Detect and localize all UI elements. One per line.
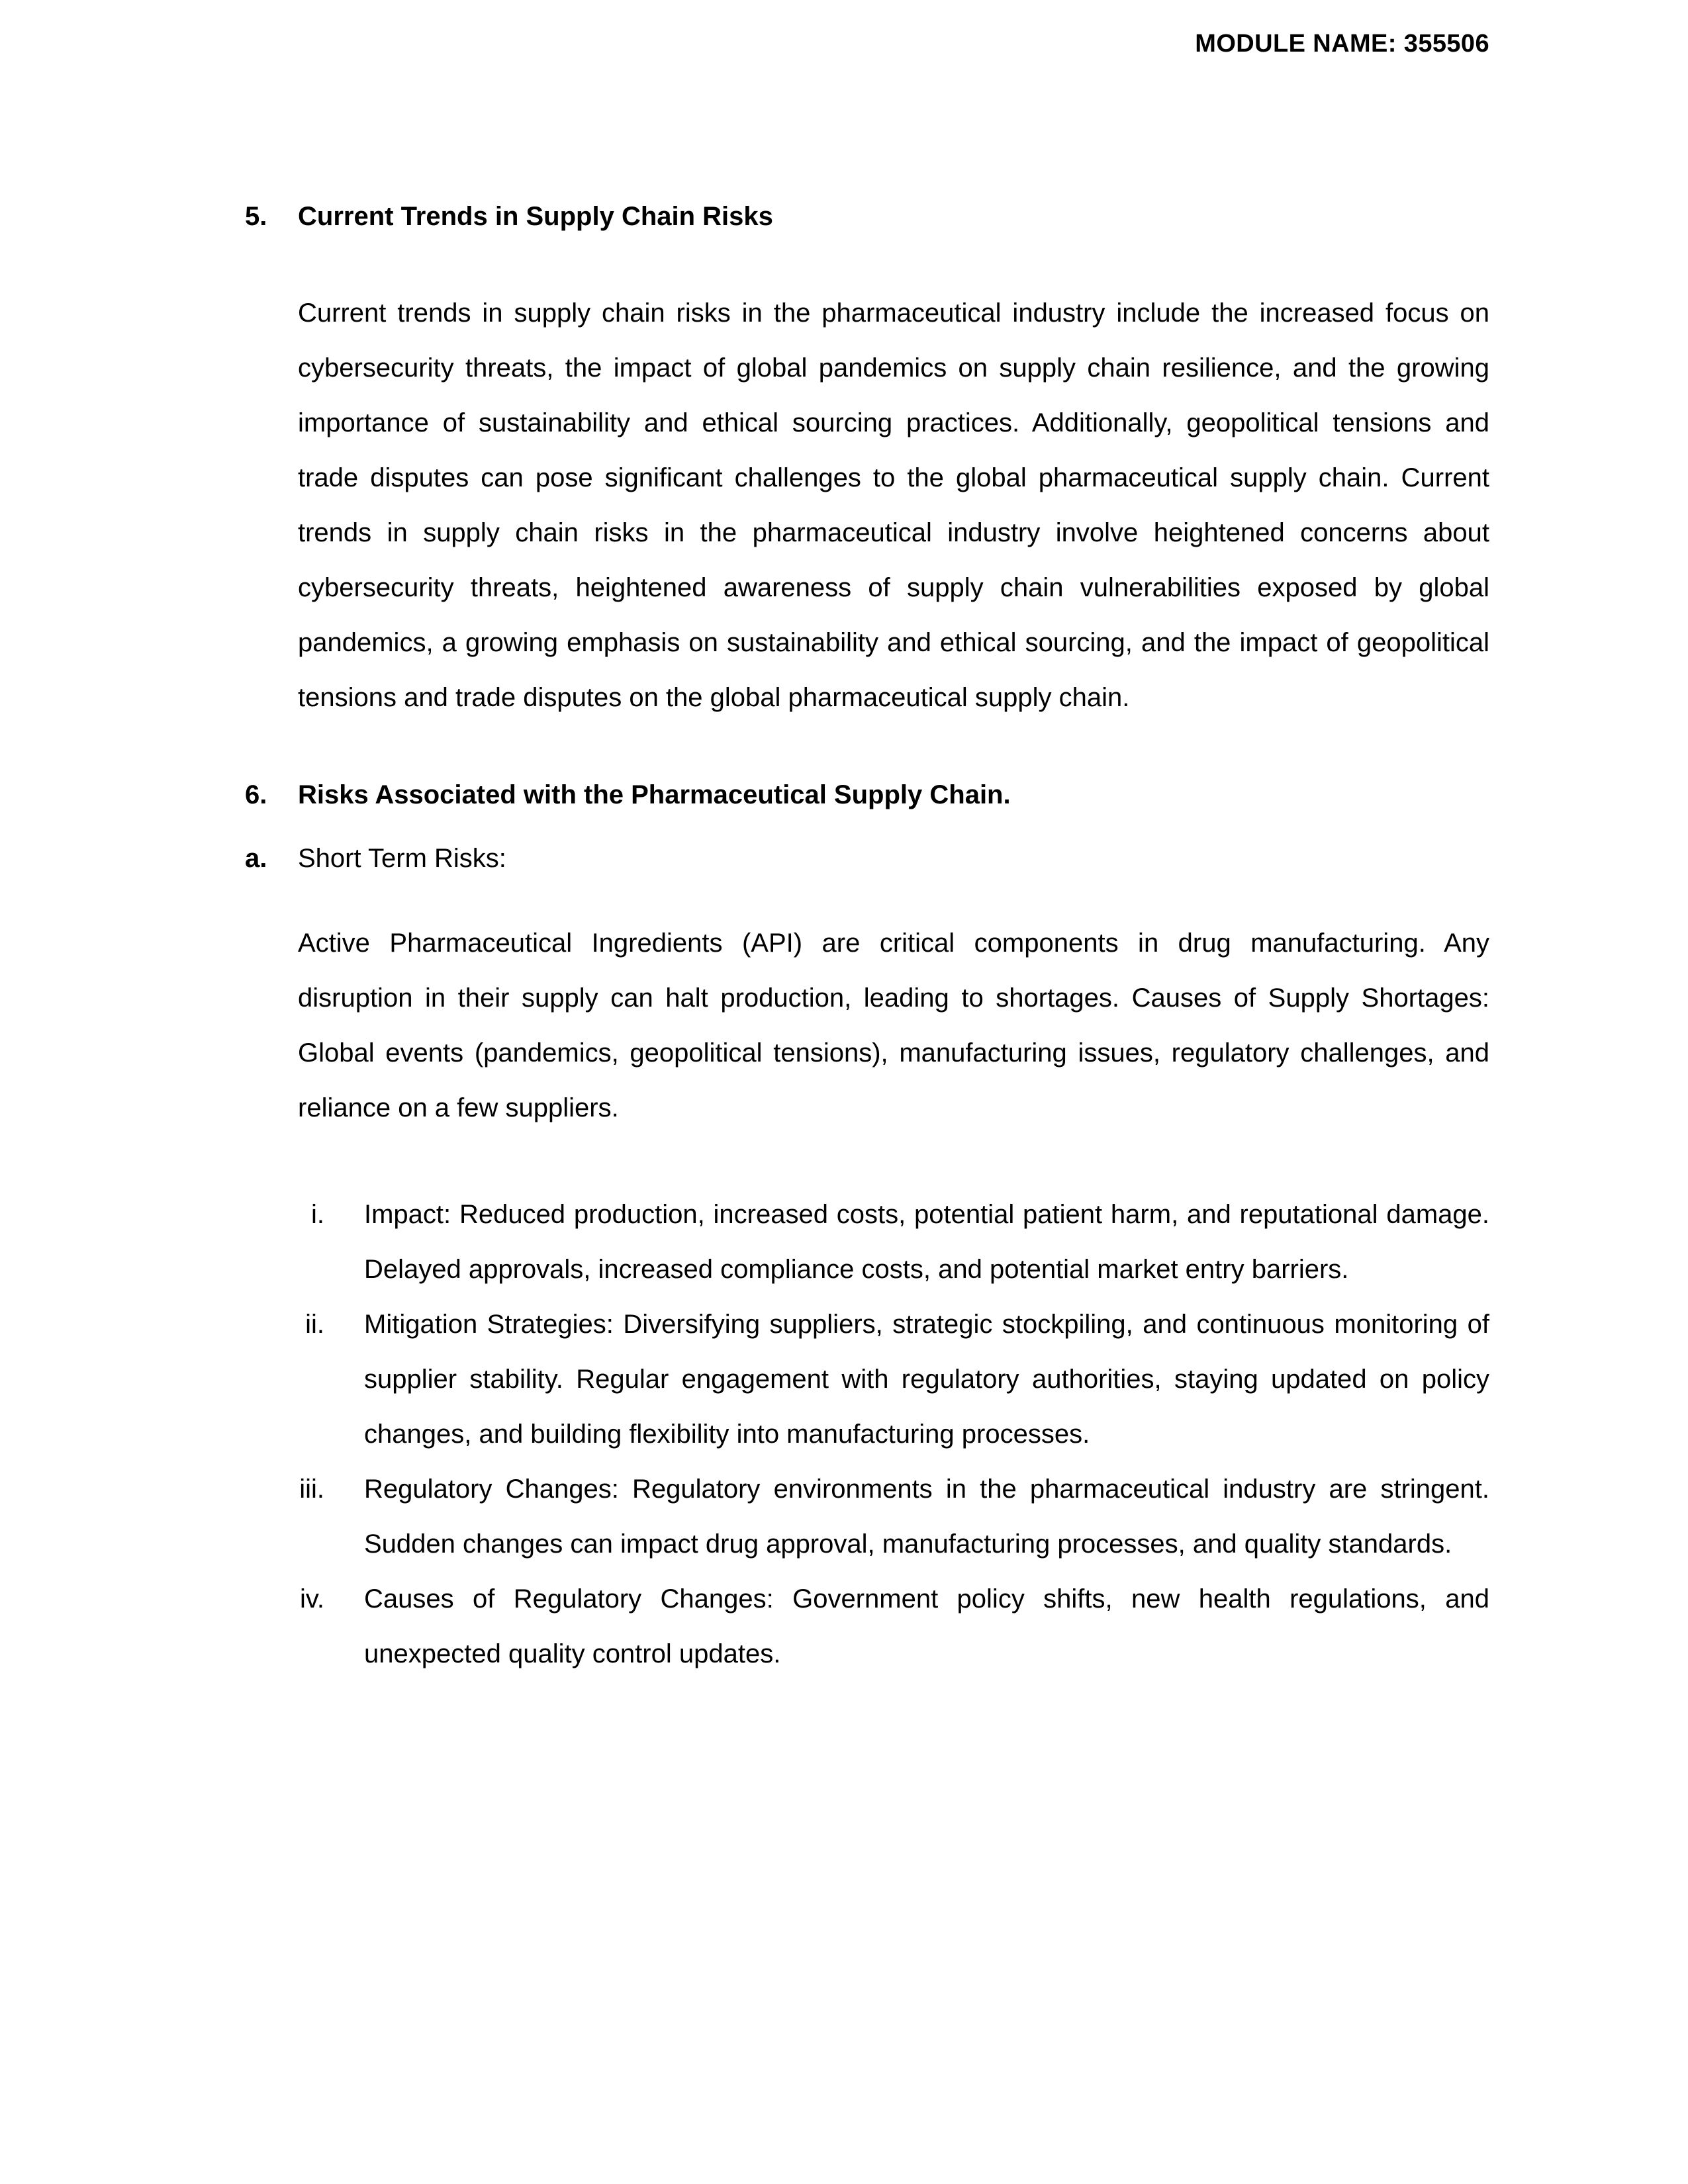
- list-item: [298, 1297, 1489, 1462]
- document-body: [245, 199, 1489, 1682]
- list-item-marker: iv.: [299, 1584, 324, 1614]
- list-item: [298, 1187, 1489, 1297]
- list-item-text: Impact: Reduced production, increased costs, potential patient harm, and reputational damage. Delayed approvals, increased compliance costs, and potential market entry barriers.: [364, 1200, 1489, 1284]
- spacer: [245, 725, 1489, 777]
- list-item-marker: i.: [311, 1200, 324, 1229]
- section-title-6: Risks Associated with the Pharmaceutical Supply Chain.: [298, 780, 1011, 809]
- sub-item-a: [245, 841, 1489, 876]
- spacer: [245, 813, 1489, 841]
- list-item-marker: iii.: [299, 1475, 324, 1504]
- spacer: [245, 876, 1489, 916]
- section-6-paragraph: Active Pharmaceutical Ingredients (API) are critical components in drug manufacturing. Any disruption in their supply can halt production, leading to shortages. Causes of Supply Shortages: Global events (pandemics, geopolitical tensions), manufacturing issues, regulatory challenges, and reliance on a few suppliers.: [298, 929, 1489, 1122]
- section-5-paragraph: Current trends in supply chain risks in the pharmaceutical industry include the increased focus on cybersecurity threats, the impact of global pandemics on supply chain resilience, and the growing importance of sustainability and ethical sourcing practices. Additionally, geopolitical tensions and trade disputes can pose significant challenges to the global pharmaceutical supply chain. Current trends in supply chain risks in the pharmaceutical industry involve heightened concerns about cybersecurity threats, heightened awareness of supply chain vulnerabilities exposed by global pandemics, a growing emphasis on sustainability and ethical sourcing, and the impact of geopolitical tensions and trade disputes on the global pharmaceutical supply chain.: [298, 298, 1489, 712]
- page-header: [0, 0, 1688, 58]
- list-item: [298, 1462, 1489, 1572]
- sub-item-a-label: Short Term Risks:: [298, 844, 506, 873]
- list-item-text: Mitigation Strategies: Diversifying suppliers, strategic stockpiling, and continuous monitoring of supplier stability. Regular engagement with regulatory authorities, staying updated on policy changes, and building flexibility into manufacturing processes.: [364, 1310, 1489, 1449]
- section-title-5: Current Trends in Supply Chain Risks: [298, 202, 773, 231]
- section-number-5: 5.: [245, 202, 267, 231]
- spacer: [245, 234, 1489, 286]
- section-heading-6: [245, 777, 1489, 813]
- roman-numeral-list: [245, 1187, 1489, 1682]
- section-heading-5: [245, 199, 1489, 234]
- spacer: [245, 1136, 1489, 1187]
- module-name-label: MODULE NAME: 355506: [1195, 30, 1489, 58]
- section-number-6: 6.: [245, 780, 267, 809]
- list-item-marker: ii.: [305, 1310, 324, 1339]
- list-item-text: Causes of Regulatory Changes: Government policy shifts, new health regulations, and unexpected quality control updates.: [364, 1584, 1489, 1668]
- sub-item-a-marker: a.: [245, 844, 267, 873]
- list-item-text: Regulatory Changes: Regulatory environments in the pharmaceutical industry are stringent. Sudden changes can impact drug approval, manufacturing processes, and quality standards.: [364, 1475, 1489, 1559]
- list-item: [298, 1572, 1489, 1682]
